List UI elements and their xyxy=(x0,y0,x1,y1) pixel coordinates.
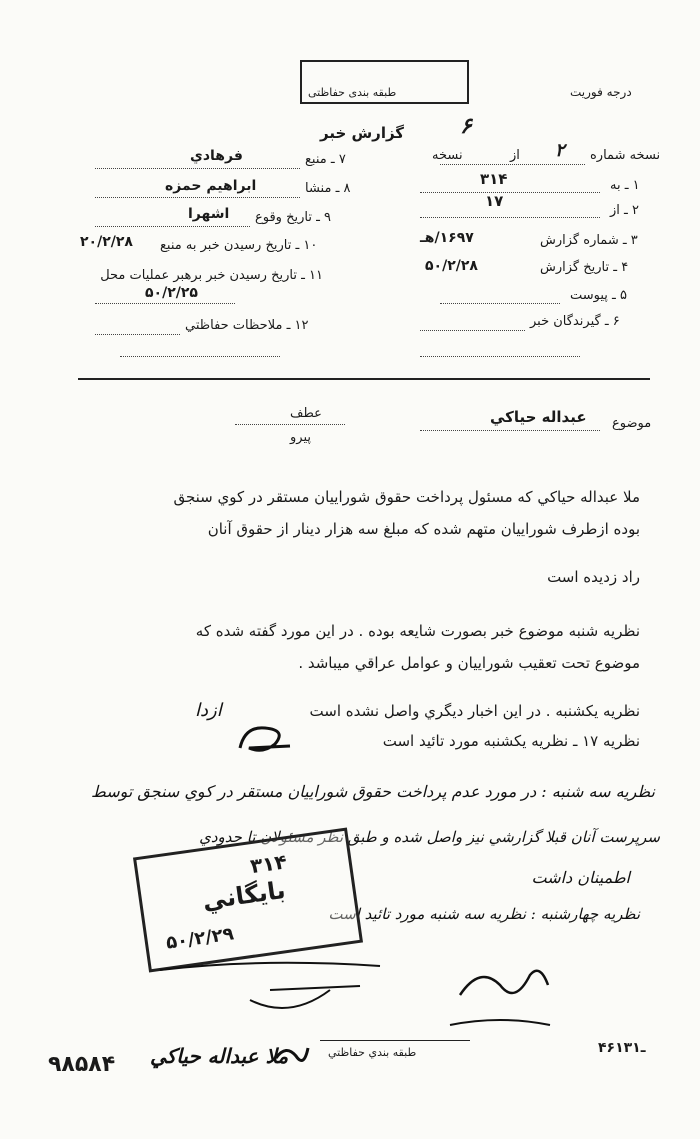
right-field-4-value: ۵۰/۲/۲۸ xyxy=(425,258,478,274)
form-number: ۴۶ـ۱۳۱ xyxy=(598,1040,646,1056)
body-line-3: راد زديده است xyxy=(547,568,640,586)
left-field-5-value: ۵۰/۲/۲۵ xyxy=(145,285,198,301)
left-field-1-label: ۷ ـ منبع xyxy=(305,152,346,167)
left-field-4-value: ۲۰/۲/۲۸ xyxy=(80,234,133,250)
copy-total-hand: ۶ xyxy=(460,114,472,139)
left-field-3-line xyxy=(95,226,250,227)
file-number: ۹۸۵۸۴ xyxy=(48,1052,116,1077)
signature xyxy=(440,955,560,1035)
handwritten-line-4: نظريه چهارشنبه : نظريه سه شنبه مورد تائيد است xyxy=(328,905,640,923)
left-field-5-line xyxy=(95,303,235,304)
right-field-6-line-2 xyxy=(420,356,580,357)
copy-of: از xyxy=(510,148,520,163)
copy-number-hand: ۲ xyxy=(555,140,565,161)
left-field-1-value: فرهادي xyxy=(190,148,243,164)
report-title: گزارش خبر xyxy=(320,124,405,142)
stamp-label: بايگاني xyxy=(200,875,288,916)
right-field-1-value: ۳۱۴ xyxy=(480,170,508,188)
right-field-1-label: ۱ ـ به xyxy=(610,178,640,193)
body-line-5: موضوع تحت تعقيب شوراييان و عوامل عراقي ميباشد . xyxy=(298,654,640,672)
stamp-date: ۵۰/۲/۲۹ xyxy=(164,923,236,954)
right-field-5-label: ۵ ـ پيوست xyxy=(570,288,627,303)
body-line-6: نظريه يكشنبه . در اين اخبار ديگري واصل نشده است xyxy=(309,702,640,720)
right-field-4-label: ۴ ـ تاريخ گزارش xyxy=(540,260,629,275)
footer-line xyxy=(320,1040,470,1041)
body-line-4: نظريه شنبه موضوع خبر بصورت شايعه بوده . در اين مورد گفته شده كه xyxy=(195,622,640,640)
priority-label: درجه فوریت xyxy=(570,85,632,99)
left-field-3-value: اشهرا xyxy=(188,206,230,222)
right-field-3-label: ۳ ـ شماره گزارش xyxy=(540,233,638,248)
body-line-7: نظريه ۱۷ ـ نظريه يكشنبه مورد تائيد است xyxy=(382,732,640,750)
subject-side-bottom: پيرو xyxy=(290,430,311,445)
handwritten-line-3: اطمينان داشت xyxy=(531,868,630,887)
subject-label: موضوع xyxy=(612,416,652,431)
initials-mark xyxy=(235,718,295,758)
handwritten-line-1: نظريه سه شنبه : در مورد عدم پرداخت حقوق شوراييان مستقر در كوي سنجق توسط xyxy=(91,782,655,801)
stamp-number: ۳۱۴ xyxy=(248,849,289,879)
right-field-6-label: ۶ ـ گيرندگان خبر xyxy=(530,314,620,329)
copy-label: نسخه شماره xyxy=(590,148,661,163)
left-field-5-label: ۱۱ ـ تاريخ رسيدن خبر برهبر عمليات محل xyxy=(100,268,323,283)
right-field-6-line xyxy=(420,330,525,331)
body-annotation: ازدا xyxy=(195,700,222,721)
left-field-2-value: ابراهيم حمزه xyxy=(165,178,257,194)
handwritten-name: ملا عبداله حياكي xyxy=(150,1044,289,1068)
right-field-5-line xyxy=(440,303,560,304)
header-divider xyxy=(78,378,650,380)
right-field-2-line xyxy=(420,217,600,218)
subject-side-top: عطف xyxy=(290,406,322,421)
left-field-4-label: ۱۰ ـ تاريخ رسيدن خبر به منبع xyxy=(160,238,318,253)
classification-top: طبقه بندی حفاظتی xyxy=(308,86,397,99)
name-check-mark xyxy=(272,1040,312,1076)
subject-line xyxy=(420,430,600,431)
handwritten-line-2: سرپرست آنان قبلا گزارشي نيز واصل شده و طبق نظر مسئولان تا حدودي xyxy=(199,828,660,846)
left-field-6-line-2 xyxy=(120,356,280,357)
subject-side-line xyxy=(235,424,345,425)
subject-value: عبداله حياكي xyxy=(490,408,587,426)
left-field-1-line xyxy=(95,168,300,169)
right-field-3-value: ۱۶۹۷/هـ xyxy=(420,230,474,246)
copy-suffix: نسخه xyxy=(432,148,463,163)
body-line-1: ملا عبداله حياكي كه مسئول پرداخت حقوق شوراييان مستقر در كوي سنجق xyxy=(173,488,640,506)
classification-bottom: طبقه بندي حفاظتي xyxy=(328,1046,417,1059)
copy-line xyxy=(440,164,585,165)
right-field-2-value: ۱۷ xyxy=(485,192,504,210)
body-line-2: بوده ازطرف شوراييان متهم شده كه مبلغ سه هزار دينار از حقوق آنان xyxy=(207,520,640,538)
right-field-1-line xyxy=(420,192,600,193)
left-field-6-line xyxy=(95,334,180,335)
left-field-6-label: ۱۲ ـ ملاحظات حفاظتي xyxy=(185,318,309,333)
left-field-2-line xyxy=(95,197,300,198)
left-field-3-label: ۹ ـ تاريخ وقوع xyxy=(255,210,332,225)
left-field-2-label: ۸ ـ منشا xyxy=(305,181,351,196)
right-field-2-label: ۲ ـ از xyxy=(610,203,639,218)
